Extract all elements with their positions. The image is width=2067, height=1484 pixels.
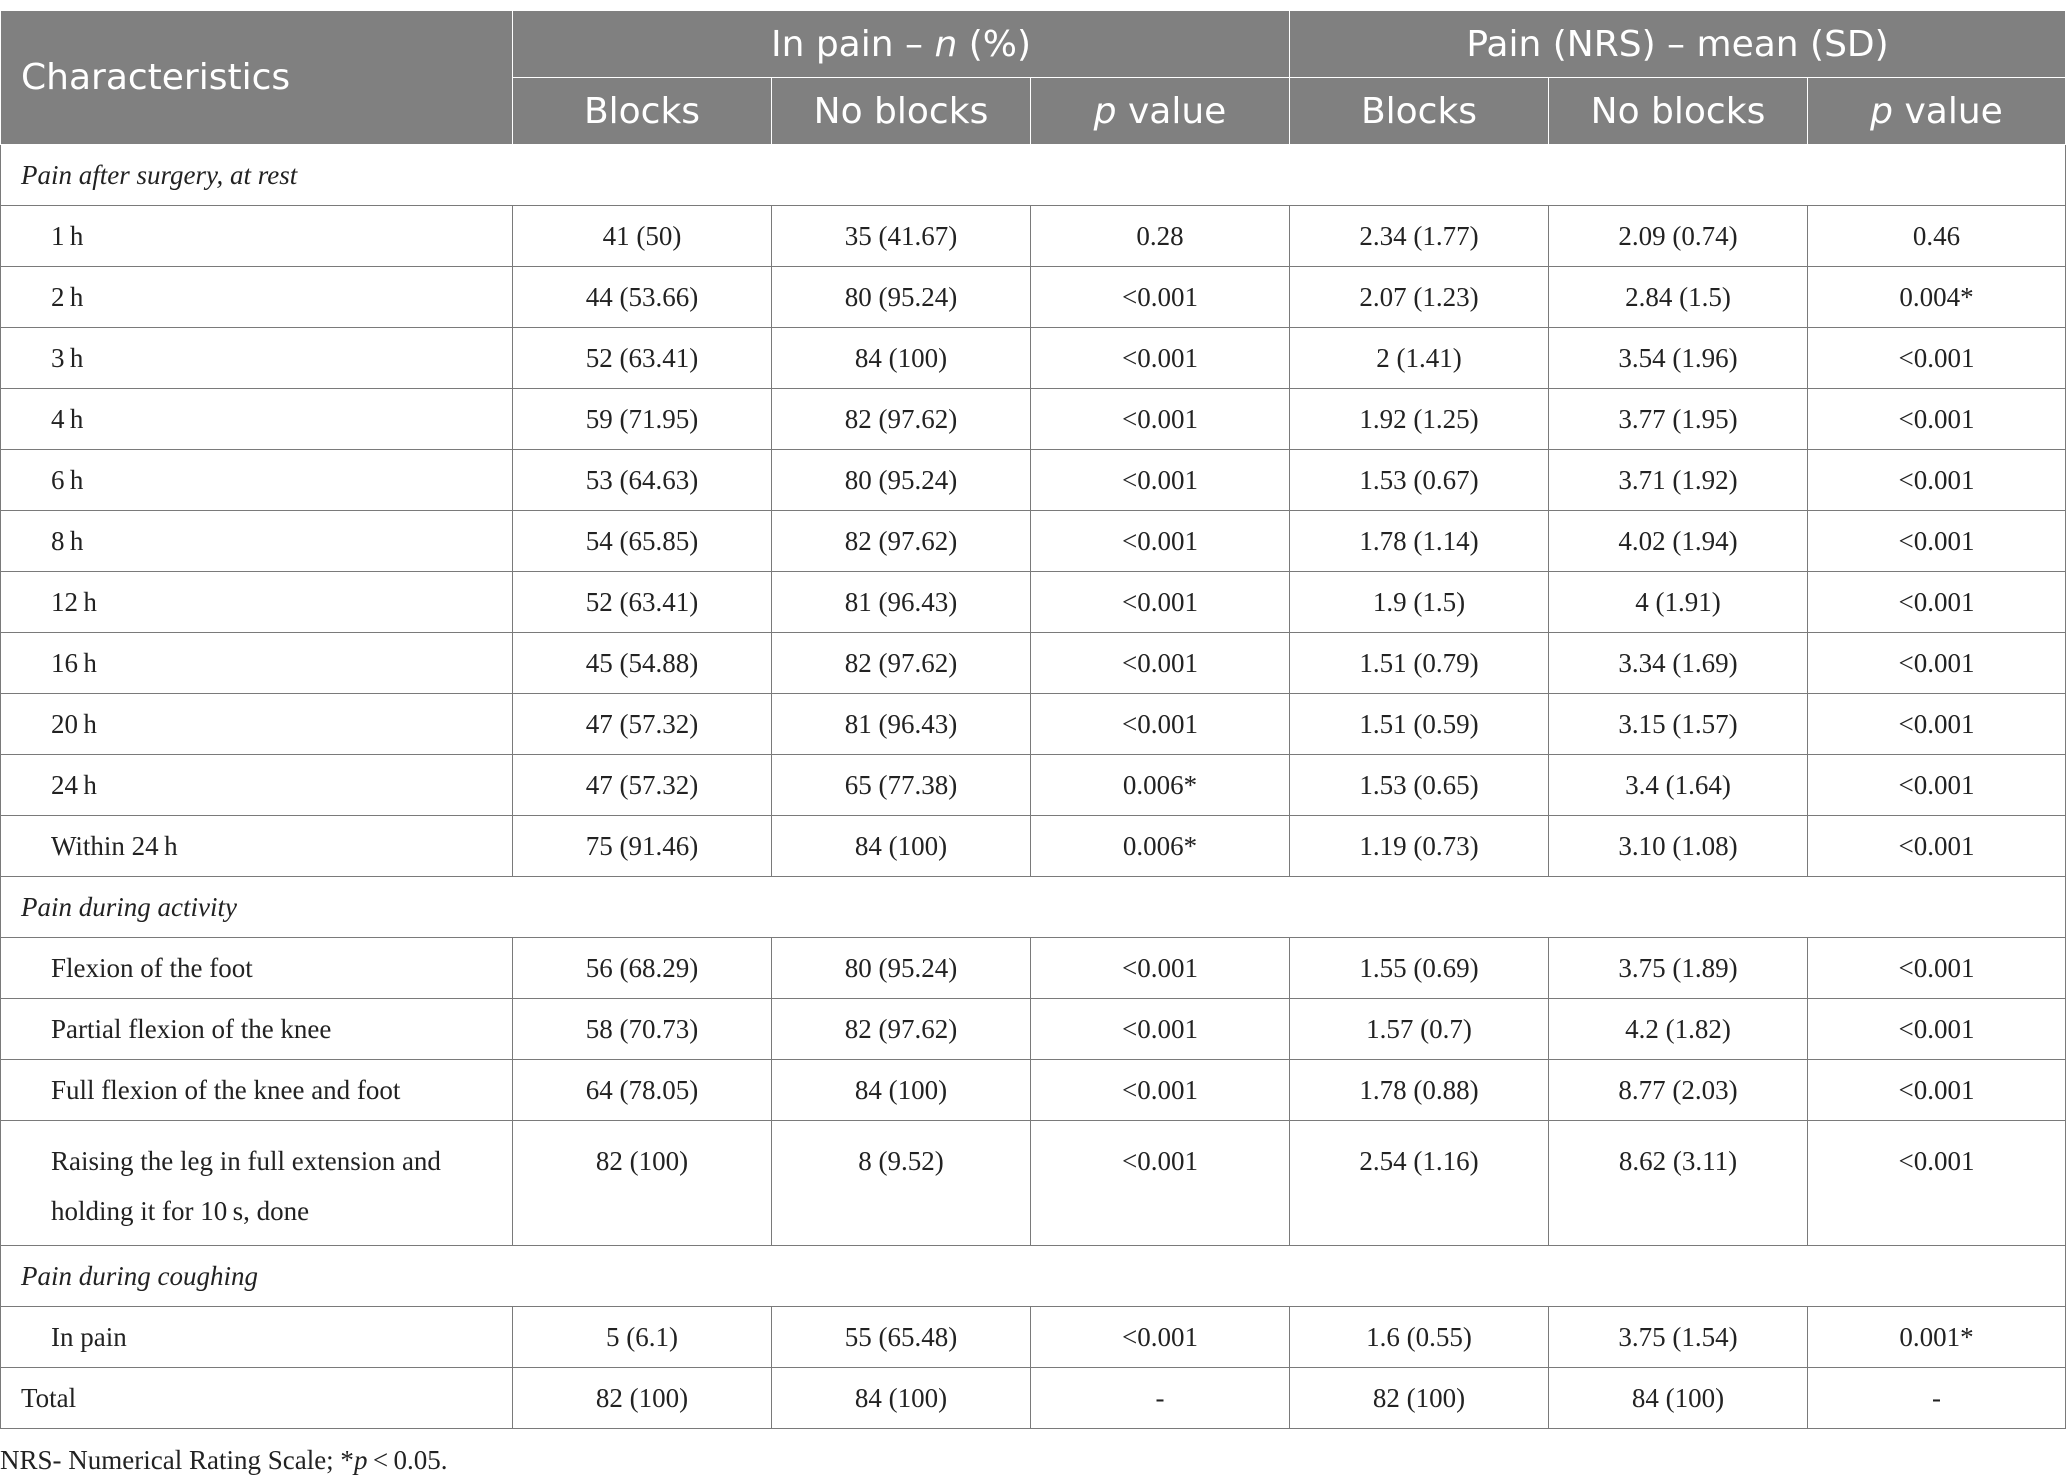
cell-nrs-blocks: 1.9 (1.5) [1290,572,1549,633]
cell-pain-p: <0.001 [1031,572,1290,633]
cell-nrs-p: <0.001 [1808,328,2066,389]
cell-nrs-blocks: 2.07 (1.23) [1290,267,1549,328]
cell-pain-noblocks: 81 (96.43) [772,694,1031,755]
cell-nrs-noblocks: 4 (1.91) [1549,572,1808,633]
header-characteristics: Characteristics [1,11,513,145]
row-label: Full flexion of the knee and foot [1,1060,513,1121]
cell-nrs-p: <0.001 [1808,816,2066,877]
header-no-blocks-1: No blocks [772,78,1031,145]
results-table [0,10,2066,1429]
cell-nrs-p: <0.001 [1808,1060,2066,1121]
row-label: 8 h [1,511,513,572]
cell-nrs-blocks: 1.51 (0.59) [1290,694,1549,755]
cell-nrs-noblocks: 3.77 (1.95) [1549,389,1808,450]
cell-pain-p: <0.001 [1031,938,1290,999]
cell-pain-noblocks: 82 (97.62) [772,389,1031,450]
cell-pain-noblocks: 80 (95.24) [772,267,1031,328]
cell-pain-p: <0.001 [1031,267,1290,328]
cell-nrs-noblocks: 3.10 (1.08) [1549,816,1808,877]
cell-pain-p: 0.006* [1031,755,1290,816]
cell-pain-blocks: 54 (65.85) [513,511,772,572]
section-title: Pain during activity [1,877,2066,938]
cell-nrs-blocks: 82 (100) [1290,1368,1549,1429]
cell-pain-noblocks: 82 (97.62) [772,999,1031,1060]
header-no-blocks-2: No blocks [1549,78,1808,145]
cell-pain-blocks: 58 (70.73) [513,999,772,1060]
cell-nrs-blocks: 2.54 (1.16) [1290,1121,1549,1246]
table-footnote [0,1445,447,1476]
row-label: In pain [1,1307,513,1368]
total-label: Total [1,1368,513,1429]
row-label: 4 h [1,389,513,450]
row-label: 24 h [1,755,513,816]
table-row [1,999,2066,1060]
cell-pain-noblocks: 80 (95.24) [772,938,1031,999]
cell-pain-noblocks: 80 (95.24) [772,450,1031,511]
cell-nrs-blocks: 1.57 (0.7) [1290,999,1549,1060]
row-label: Partial flexion of the knee [1,999,513,1060]
header-in-pain [513,11,1290,78]
cell-pain-noblocks: 84 (100) [772,1368,1031,1429]
cell-pain-p: <0.001 [1031,511,1290,572]
cell-pain-blocks: 59 (71.95) [513,389,772,450]
table-row [1,694,2066,755]
cell-pain-noblocks: 84 (100) [772,328,1031,389]
header-p-suffix: value [1904,90,2003,132]
table-row [1,450,2066,511]
cell-nrs-p: <0.001 [1808,389,2066,450]
cell-pain-noblocks: 55 (65.48) [772,1307,1031,1368]
cell-nrs-noblocks: 3.15 (1.57) [1549,694,1808,755]
cell-pain-blocks: 47 (57.32) [513,694,772,755]
cell-pain-noblocks: 82 (97.62) [772,633,1031,694]
row-label: Within 24 h [1,816,513,877]
row-label-line1: Raising the leg in full extension and [51,1146,441,1176]
cell-nrs-noblocks: 3.34 (1.69) [1549,633,1808,694]
section-row [1,1246,2066,1307]
cell-pain-p: - [1031,1368,1290,1429]
cell-pain-p: 0.006* [1031,816,1290,877]
table-row [1,816,2066,877]
total-row [1,1368,2066,1429]
row-label-line2: holding it for 10 s, done [51,1195,310,1226]
table-row [1,1307,2066,1368]
cell-nrs-noblocks: 3.71 (1.92) [1549,450,1808,511]
cell-pain-p: <0.001 [1031,1121,1290,1246]
header-in-pain-n: n [934,23,958,65]
cell-pain-p: <0.001 [1031,999,1290,1060]
row-label [1,1121,513,1246]
cell-nrs-noblocks: 3.75 (1.54) [1549,1307,1808,1368]
table-row [1,267,2066,328]
cell-nrs-noblocks: 2.84 (1.5) [1549,267,1808,328]
cell-nrs-p: <0.001 [1808,755,2066,816]
cell-pain-noblocks: 81 (96.43) [772,572,1031,633]
cell-pain-blocks: 5 (6.1) [513,1307,772,1368]
section-row [1,145,2066,206]
table-row [1,1060,2066,1121]
cell-nrs-p: <0.001 [1808,938,2066,999]
row-label: 16 h [1,633,513,694]
cell-nrs-blocks: 1.55 (0.69) [1290,938,1549,999]
cell-pain-noblocks: 82 (97.62) [772,511,1031,572]
table-row [1,389,2066,450]
row-label: 1 h [1,206,513,267]
cell-nrs-p: - [1808,1368,2066,1429]
cell-pain-blocks: 64 (78.05) [513,1060,772,1121]
cell-pain-blocks: 82 (100) [513,1368,772,1429]
cell-nrs-noblocks: 4.02 (1.94) [1549,511,1808,572]
cell-pain-p: 0.28 [1031,206,1290,267]
table-container [0,10,2067,1429]
cell-pain-p: <0.001 [1031,633,1290,694]
cell-pain-blocks: 53 (64.63) [513,450,772,511]
cell-nrs-p: 0.004* [1808,267,2066,328]
cell-nrs-blocks: 2.34 (1.77) [1290,206,1549,267]
row-label: 3 h [1,328,513,389]
cell-pain-blocks: 82 (100) [513,1121,772,1246]
cell-nrs-p: <0.001 [1808,572,2066,633]
cell-nrs-noblocks: 3.54 (1.96) [1549,328,1808,389]
cell-nrs-blocks: 1.92 (1.25) [1290,389,1549,450]
table-row [1,511,2066,572]
header-p-italic: p [1870,90,1894,132]
header-row-1 [1,11,2066,78]
cell-nrs-noblocks: 8.62 (3.11) [1549,1121,1808,1246]
cell-nrs-p: 0.46 [1808,206,2066,267]
table-row [1,206,2066,267]
header-blocks-2: Blocks [1290,78,1549,145]
header-in-pain-text: In pain – [770,23,924,65]
cell-nrs-blocks: 1.51 (0.79) [1290,633,1549,694]
section-title: Pain during coughing [1,1246,2066,1307]
cell-pain-p: <0.001 [1031,389,1290,450]
cell-pain-p: <0.001 [1031,1307,1290,1368]
cell-nrs-blocks: 1.19 (0.73) [1290,816,1549,877]
row-label: 6 h [1,450,513,511]
cell-nrs-p: <0.001 [1808,694,2066,755]
cell-nrs-p: <0.001 [1808,1121,2066,1246]
cell-nrs-blocks: 1.53 (0.67) [1290,450,1549,511]
cell-pain-p: <0.001 [1031,1060,1290,1121]
cell-nrs-noblocks: 8.77 (2.03) [1549,1060,1808,1121]
table-row [1,755,2066,816]
cell-nrs-noblocks: 3.75 (1.89) [1549,938,1808,999]
table-row [1,1121,2066,1246]
cell-nrs-p: 0.001* [1808,1307,2066,1368]
header-p-value-2 [1808,78,2066,145]
table-row [1,633,2066,694]
footnote-p: p [353,1445,368,1475]
cell-nrs-blocks: 1.6 (0.55) [1290,1307,1549,1368]
cell-pain-blocks: 52 (63.41) [513,328,772,389]
cell-pain-blocks: 56 (68.29) [513,938,772,999]
cell-nrs-p: <0.001 [1808,999,2066,1060]
cell-pain-blocks: 45 (54.88) [513,633,772,694]
cell-pain-noblocks: 84 (100) [772,816,1031,877]
cell-pain-blocks: 52 (63.41) [513,572,772,633]
header-p-suffix: value [1127,90,1227,132]
cell-pain-p: <0.001 [1031,450,1290,511]
header-blocks-1: Blocks [513,78,772,145]
row-label: 20 h [1,694,513,755]
cell-nrs-blocks: 1.78 (1.14) [1290,511,1549,572]
cell-nrs-blocks: 1.53 (0.65) [1290,755,1549,816]
cell-pain-p: <0.001 [1031,328,1290,389]
section-title: Pain after surgery, at rest [1,145,2066,206]
footnote-prefix: NRS- Numerical Rating Scale; * [0,1445,354,1475]
cell-pain-p: <0.001 [1031,694,1290,755]
cell-nrs-noblocks: 2.09 (0.74) [1549,206,1808,267]
footnote-suffix: < 0.05. [367,1445,448,1475]
cell-nrs-blocks: 1.78 (0.88) [1290,1060,1549,1121]
cell-pain-noblocks: 65 (77.38) [772,755,1031,816]
header-pain-nrs: Pain (NRS) – mean (SD) [1290,11,2066,78]
row-label: Flexion of the foot [1,938,513,999]
cell-nrs-blocks: 2 (1.41) [1290,328,1549,389]
cell-nrs-noblocks: 4.2 (1.82) [1549,999,1808,1060]
row-label: 12 h [1,572,513,633]
cell-pain-blocks: 75 (91.46) [513,816,772,877]
cell-nrs-p: <0.001 [1808,450,2066,511]
table-row [1,938,2066,999]
header-p-italic: p [1093,90,1117,132]
section-row [1,877,2066,938]
cell-nrs-noblocks: 3.4 (1.64) [1549,755,1808,816]
cell-pain-noblocks: 35 (41.67) [772,206,1031,267]
cell-pain-noblocks: 84 (100) [772,1060,1031,1121]
cell-nrs-p: <0.001 [1808,633,2066,694]
row-label: 2 h [1,267,513,328]
cell-pain-blocks: 44 (53.66) [513,267,772,328]
cell-pain-blocks: 47 (57.32) [513,755,772,816]
table-row [1,328,2066,389]
table-row [1,572,2066,633]
cell-pain-noblocks: 8 (9.52) [772,1121,1031,1246]
header-in-pain-suffix: (%) [968,23,1032,65]
cell-nrs-p: <0.001 [1808,511,2066,572]
cell-nrs-noblocks: 84 (100) [1549,1368,1808,1429]
cell-pain-blocks: 41 (50) [513,206,772,267]
header-p-value-1 [1031,78,1290,145]
